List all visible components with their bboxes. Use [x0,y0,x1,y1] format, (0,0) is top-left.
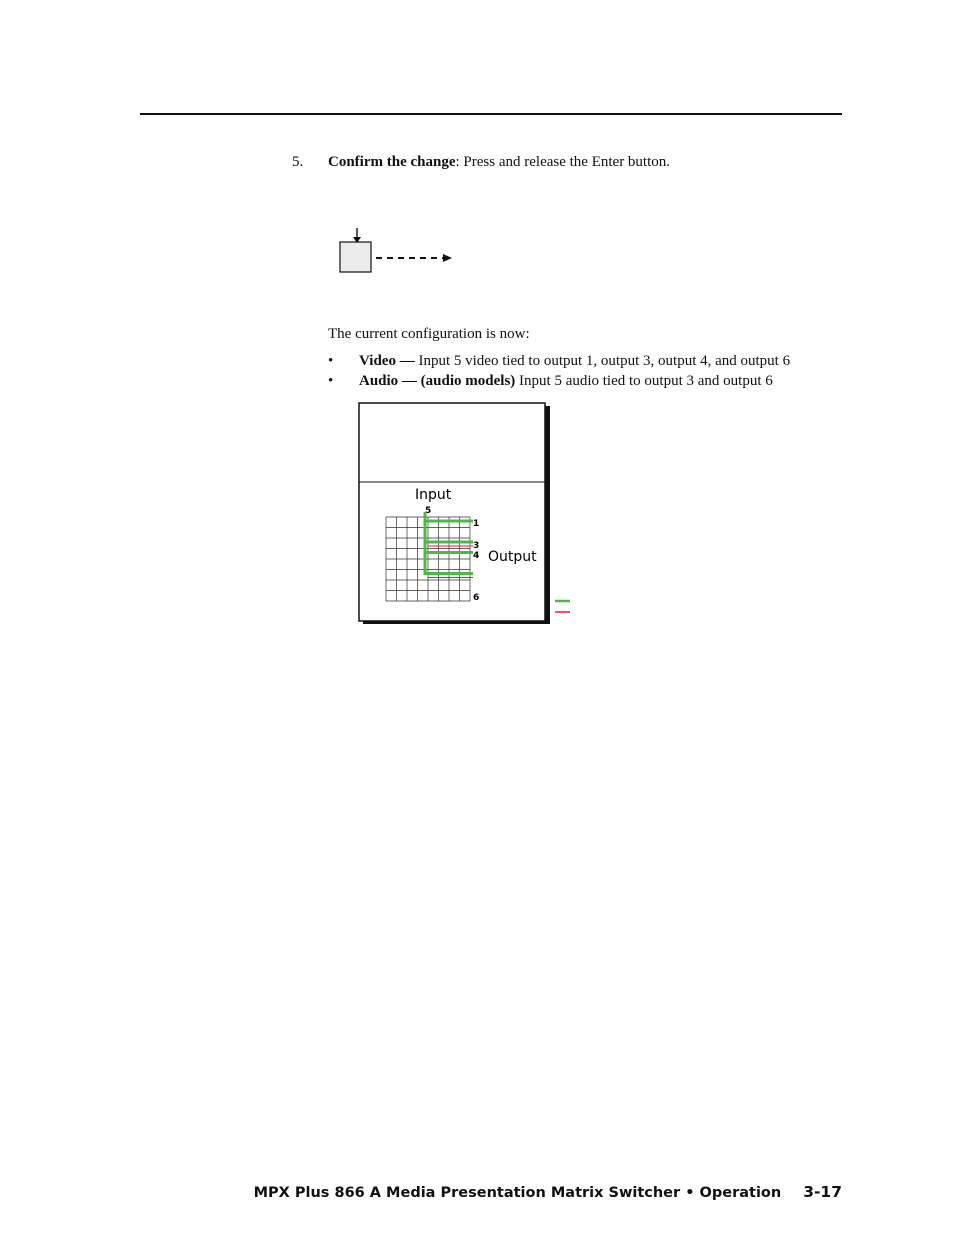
bullet-label: Audio — (audio models) [359,373,516,389]
output-number: 4 [473,551,480,561]
config-item-audio [328,371,790,391]
panel-frame [359,403,545,621]
bullet-icon: • [328,373,334,389]
output-label: Output [488,549,537,565]
page-number: 3-17 [803,1183,842,1201]
page-footer [254,1183,842,1201]
config-item-video [328,351,790,371]
dashed-arrow-icon [443,254,452,262]
step-text: : Press and release the Enter button. [455,154,671,170]
footer-title: MPX Plus 866 A Media Presentation Matrix Switcher • Operation [253,1185,782,1201]
header-rule [140,113,842,115]
bullet-text: Input 5 video tied to output 1, output 3, output 4, and output 6 [418,353,791,369]
output-number: 3 [473,541,480,551]
output-number: 1 [473,519,480,529]
step-instruction [292,154,670,171]
config-list [328,351,790,391]
bullet-icon: • [328,353,334,369]
enter-button-illustration [330,226,460,278]
config-intro: The current configuration is now: [328,326,530,342]
output-number: 6 [473,593,480,603]
enter-button-icon [340,242,371,272]
input-label: Input [415,487,452,503]
legend [553,597,573,617]
bullet-label: Video — [359,353,419,369]
input-number: 5 [425,506,432,516]
front-panel-diagram [358,401,553,627]
bullet-text: Input 5 audio tied to output 3 and output 6 [515,373,773,389]
step-title: Confirm the change [328,154,456,170]
step-number: 5. [292,154,304,170]
